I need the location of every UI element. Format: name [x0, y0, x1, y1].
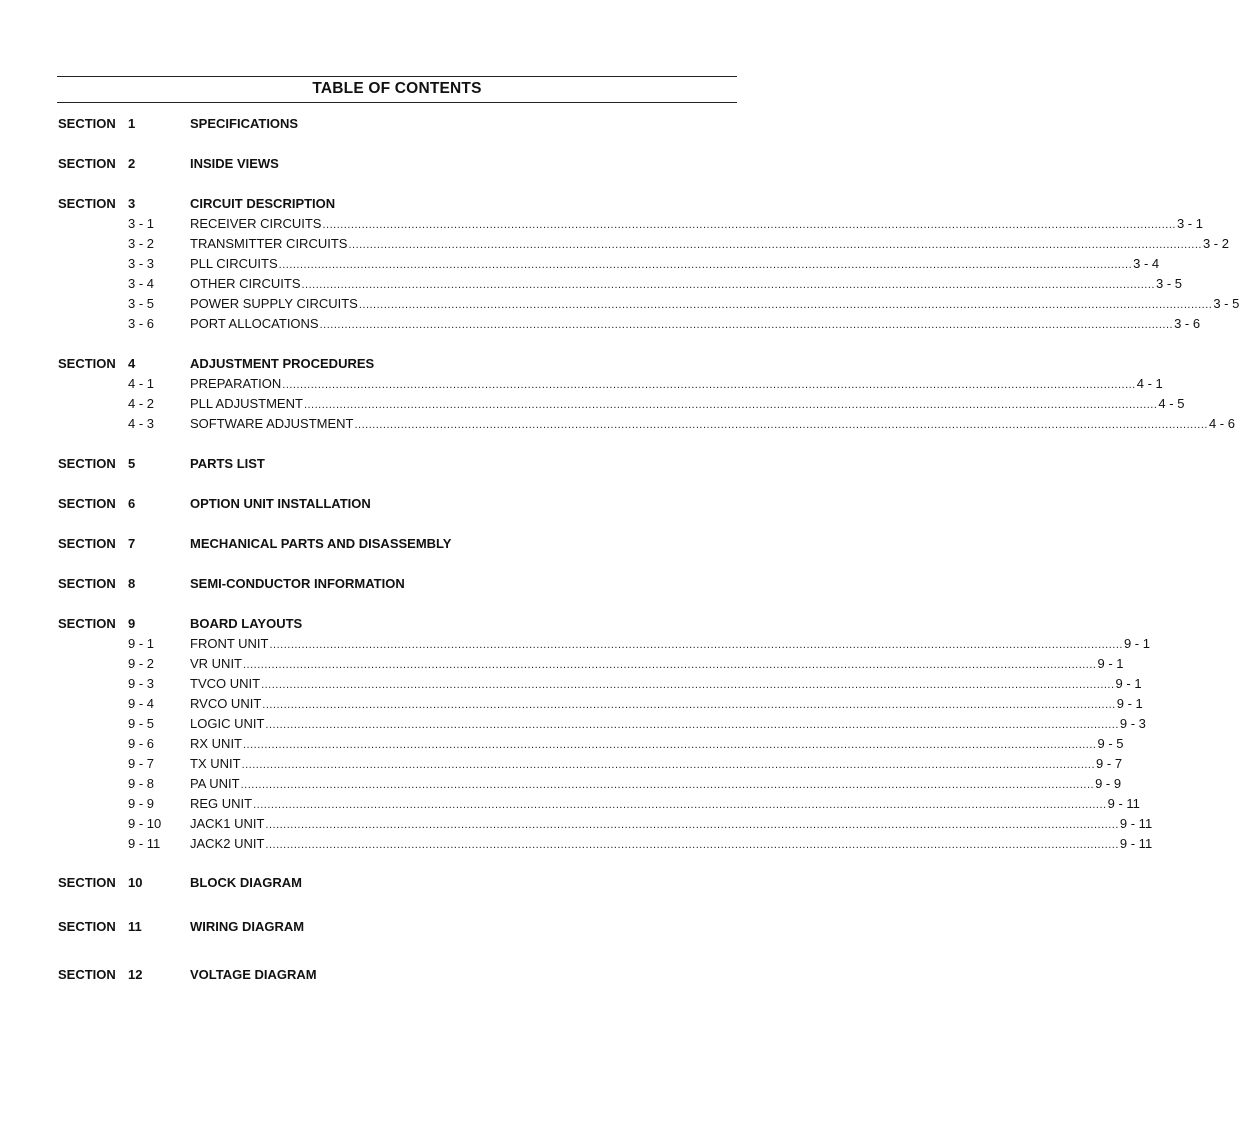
subsection-page-number: 9 - 1 — [1123, 636, 1150, 651]
section-label: SECTION — [58, 919, 116, 934]
subsection-page-number: 9 - 1 — [1116, 696, 1143, 711]
section-heading[interactable] — [0, 354, 793, 374]
dot-leader: ................................................................................................................................................................................................................................................ — [265, 819, 1119, 831]
dot-leader: ................................................................................................................................................................................................................................................ — [358, 299, 1213, 311]
section-heading[interactable] — [0, 534, 793, 554]
section-label: SECTION — [58, 356, 116, 371]
section-title: SPECIFICATIONS — [190, 116, 299, 131]
subsection-number: 3 - 1 — [128, 216, 155, 231]
subsection-page-number: 3 - 1 — [1176, 216, 1203, 231]
subsection-label: VR UNIT — [190, 656, 242, 671]
section-label: SECTION — [58, 576, 116, 591]
subsection-label: JACK1 UNIT — [190, 816, 265, 831]
subsection-label: JACK2 UNIT — [190, 836, 265, 851]
subsection-entry[interactable] — [0, 734, 1124, 754]
dot-leader: ................................................................................................................................................................................................................................................ — [243, 739, 1097, 751]
subsection-number: 9 - 8 — [128, 776, 155, 791]
section-title: OPTION UNIT INSTALLATION — [190, 496, 371, 511]
subsection-number: 3 - 6 — [128, 316, 155, 331]
dot-leader: ................................................................................................................................................................................................................................................ — [278, 259, 1133, 271]
section-heading[interactable] — [0, 454, 793, 474]
dot-leader: ................................................................................................................................................................................................................................................ — [354, 419, 1208, 431]
section-number: 2 — [128, 156, 136, 171]
dot-leader: ................................................................................................................................................................................................................................................ — [261, 679, 1115, 691]
section-heading[interactable] — [0, 965, 793, 985]
section-label: SECTION — [58, 967, 116, 982]
subsection-label: POWER SUPPLY CIRCUITS — [190, 296, 358, 311]
section-number: 7 — [128, 536, 136, 551]
section-number: 8 — [128, 576, 136, 591]
subsection-line — [190, 774, 1122, 795]
subsection-line — [190, 234, 1229, 255]
subsection-entry[interactable] — [0, 414, 1235, 434]
subsection-label: RVCO UNIT — [190, 696, 262, 711]
section-heading[interactable] — [0, 873, 793, 893]
subsection-label: TX UNIT — [190, 756, 241, 771]
subsection-number: 3 - 4 — [128, 276, 155, 291]
subsection-line — [190, 814, 1153, 835]
subsection-page-number: 4 - 1 — [1136, 376, 1163, 391]
subsection-label: FRONT UNIT — [190, 636, 269, 651]
subsection-entry[interactable] — [0, 794, 1140, 814]
subsection-number: 9 - 5 — [128, 716, 155, 731]
dot-leader: ................................................................................................................................................................................................................................................ — [269, 639, 1123, 651]
subsection-entry[interactable] — [0, 654, 1124, 674]
subsection-number: 3 - 5 — [128, 296, 155, 311]
subsection-number: 4 - 2 — [128, 396, 155, 411]
subsection-number: 9 - 6 — [128, 736, 155, 751]
subsection-line — [190, 214, 1203, 235]
dot-leader: ................................................................................................................................................................................................................................................ — [241, 759, 1096, 771]
subsection-label: PLL ADJUSTMENT — [190, 396, 303, 411]
subsection-entry[interactable] — [0, 294, 1239, 314]
section-number: 6 — [128, 496, 136, 511]
subsection-line — [190, 274, 1182, 295]
subsection-entry[interactable] — [0, 814, 1153, 834]
subsection-page-number: 3 - 4 — [1133, 256, 1160, 271]
subsection-line — [190, 754, 1123, 775]
page-title: TABLE OF CONTENTS — [312, 80, 482, 97]
section-title: ADJUSTMENT PROCEDURES — [190, 356, 375, 371]
subsection-entry[interactable] — [0, 274, 1182, 294]
subsection-entry[interactable] — [0, 634, 1150, 654]
dot-leader: ................................................................................................................................................................................................................................................ — [265, 719, 1119, 731]
subsection-number: 9 - 11 — [128, 836, 161, 851]
section-number: 4 — [128, 356, 136, 371]
subsection-label: RECEIVER CIRCUITS — [190, 216, 322, 231]
section-heading[interactable] — [0, 917, 793, 937]
subsection-entry[interactable] — [0, 394, 1185, 414]
dot-leader: ................................................................................................................................................................................................................................................ — [253, 799, 1107, 811]
subsection-page-number: 9 - 9 — [1095, 776, 1122, 791]
section-heading[interactable] — [0, 494, 793, 514]
section-heading[interactable] — [0, 194, 793, 214]
subsection-line — [190, 394, 1185, 415]
title-underline — [57, 102, 737, 103]
top-rule — [57, 76, 737, 77]
section-label: SECTION — [58, 616, 116, 631]
subsection-number: 9 - 10 — [128, 816, 162, 831]
subsection-number: 9 - 3 — [128, 676, 155, 691]
dot-leader: ................................................................................................................................................................................................................................................ — [303, 399, 1158, 411]
subsection-page-number: 9 - 3 — [1119, 716, 1146, 731]
section-title: WIRING DIAGRAM — [190, 919, 305, 934]
dot-leader: ................................................................................................................................................................................................................................................ — [262, 699, 1116, 711]
subsection-label: TRANSMITTER CIRCUITS — [190, 236, 348, 251]
section-heading[interactable] — [0, 154, 793, 174]
subsection-label: REG UNIT — [190, 796, 253, 811]
section-number: 5 — [128, 456, 136, 471]
section-number: 11 — [128, 919, 142, 934]
section-label: SECTION — [58, 496, 116, 511]
section-heading[interactable] — [0, 614, 793, 634]
section-title: MECHANICAL PARTS AND DISASSEMBLY — [190, 536, 452, 551]
subsection-entry[interactable] — [0, 834, 1153, 854]
subsection-entry[interactable] — [0, 674, 1142, 694]
subsection-label: PLL CIRCUITS — [190, 256, 278, 271]
subsection-page-number: 3 - 5 — [1155, 276, 1182, 291]
section-label: SECTION — [58, 875, 116, 890]
subsection-line — [190, 374, 1163, 395]
subsection-label: PREPARATION — [190, 376, 282, 391]
dot-leader: ................................................................................................................................................................................................................................................ — [282, 379, 1136, 391]
subsection-line — [190, 654, 1124, 675]
subsection-entry[interactable] — [0, 374, 1163, 394]
subsection-entry[interactable] — [0, 234, 1229, 254]
subsection-line — [190, 294, 1239, 315]
subsection-label: PA UNIT — [190, 776, 240, 791]
subsection-line — [190, 694, 1143, 715]
section-title: INSIDE VIEWS — [190, 156, 279, 171]
subsection-number: 9 - 4 — [128, 696, 155, 711]
section-heading[interactable] — [0, 114, 793, 134]
section-number: 9 — [128, 616, 136, 631]
subsection-line — [190, 734, 1124, 755]
section-label: SECTION — [58, 536, 116, 551]
dot-leader: ................................................................................................................................................................................................................................................ — [265, 839, 1119, 851]
subsection-line — [190, 634, 1150, 655]
subsection-entry[interactable] — [0, 714, 1146, 734]
subsection-entry[interactable] — [0, 694, 1143, 714]
subsection-number: 9 - 7 — [128, 756, 155, 771]
subsection-page-number: 9 - 11 — [1107, 796, 1140, 811]
section-title: BOARD LAYOUTS — [190, 616, 303, 631]
subsection-page-number: 3 - 2 — [1202, 236, 1229, 251]
subsection-number: 9 - 1 — [128, 636, 155, 651]
subsection-entry[interactable] — [0, 214, 1203, 234]
subsection-page-number: 9 - 5 — [1097, 736, 1124, 751]
subsection-number: 3 - 3 — [128, 256, 155, 271]
subsection-line — [190, 714, 1146, 735]
subsection-label: TVCO UNIT — [190, 676, 261, 691]
subsection-page-number: 9 - 1 — [1097, 656, 1124, 671]
section-label: SECTION — [58, 456, 116, 471]
dot-leader: ................................................................................................................................................................................................................................................ — [301, 279, 1155, 291]
subsection-page-number: 4 - 6 — [1208, 416, 1235, 431]
subsection-line — [190, 314, 1201, 335]
subsection-label: SOFTWARE ADJUSTMENT — [190, 416, 354, 431]
dot-leader: ................................................................................................................................................................................................................................................ — [243, 659, 1097, 671]
subsection-page-number: 9 - 7 — [1096, 756, 1123, 771]
section-label: SECTION — [58, 156, 116, 171]
subsection-entry[interactable] — [0, 754, 1123, 774]
section-number: 3 — [128, 196, 136, 211]
subsection-line — [190, 834, 1153, 855]
subsection-line — [190, 794, 1140, 815]
subsection-page-number: 9 - 11 — [1119, 816, 1153, 831]
subsection-label: PORT ALLOCATIONS — [190, 316, 319, 331]
subsection-page-number: 3 - 5 — [1213, 296, 1239, 311]
subsection-page-number: 4 - 5 — [1158, 396, 1185, 411]
section-title: VOLTAGE DIAGRAM — [190, 967, 317, 982]
subsection-number: 9 - 2 — [128, 656, 155, 671]
subsection-line — [190, 414, 1235, 435]
section-label: SECTION — [58, 116, 116, 131]
subsection-label: RX UNIT — [190, 736, 242, 751]
section-title: PARTS LIST — [190, 456, 265, 471]
section-label: SECTION — [58, 196, 116, 211]
dot-leader: ................................................................................................................................................................................................................................................ — [240, 779, 1095, 791]
dot-leader: ................................................................................................................................................................................................................................................ — [322, 219, 1176, 231]
section-title: BLOCK DIAGRAM — [190, 875, 302, 890]
dot-leader: ................................................................................................................................................................................................................................................ — [348, 239, 1202, 251]
subsection-line — [190, 674, 1142, 695]
dot-leader: ................................................................................................................................................................................................................................................ — [319, 319, 1174, 331]
subsection-line — [190, 254, 1160, 275]
subsection-page-number: 9 - 11 — [1119, 836, 1153, 851]
subsection-number: 4 - 1 — [128, 376, 155, 391]
subsection-entry[interactable] — [0, 774, 1122, 794]
subsection-number: 4 - 3 — [128, 416, 155, 431]
section-heading[interactable] — [0, 574, 793, 594]
subsection-number: 9 - 9 — [128, 796, 155, 811]
subsection-page-number: 9 - 1 — [1115, 676, 1142, 691]
subsection-entry[interactable] — [0, 254, 1160, 274]
subsection-label: LOGIC UNIT — [190, 716, 265, 731]
subsection-label: OTHER CIRCUITS — [190, 276, 301, 291]
subsection-page-number: 3 - 6 — [1174, 316, 1201, 331]
section-title: CIRCUIT DESCRIPTION — [190, 196, 336, 211]
subsection-number: 3 - 2 — [128, 236, 155, 251]
section-number: 1 — [128, 116, 136, 131]
section-title: SEMI-CONDUCTOR INFORMATION — [190, 576, 405, 591]
subsection-entry[interactable] — [0, 314, 1201, 334]
section-number: 10 — [128, 875, 143, 890]
section-number: 12 — [128, 967, 143, 982]
